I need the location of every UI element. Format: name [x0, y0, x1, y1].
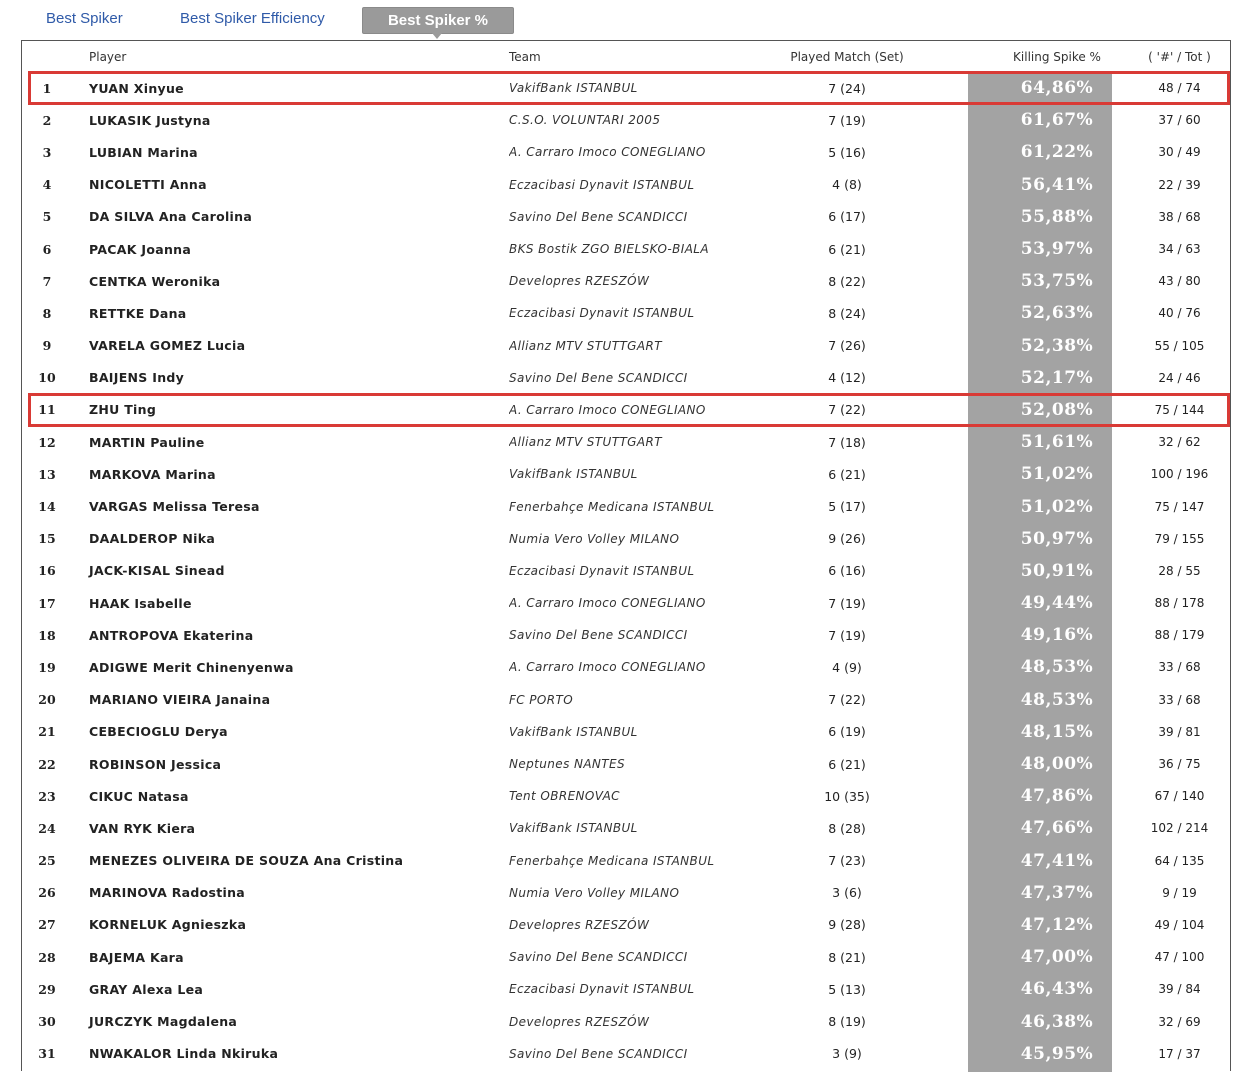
header-played-match[interactable]: Played Match (Set)	[790, 49, 904, 64]
played-match-cell: 5 (17)	[828, 499, 866, 515]
tab-best-spiker-efficiency[interactable]: Best Spiker Efficiency	[180, 10, 325, 27]
killing-spike-percent-cell: 48,00%	[1020, 754, 1094, 775]
player-name[interactable]: DAALDEROP Nika	[89, 531, 216, 547]
played-match-cell: 7 (19)	[828, 595, 866, 611]
total-cell: 32 / 69	[1158, 1014, 1201, 1029]
played-match-cell: 8 (19)	[828, 1014, 866, 1030]
player-name[interactable]: VAN RYK Kiera	[89, 820, 196, 836]
table-row[interactable]	[22, 490, 1230, 522]
team-name[interactable]: Savino Del Bene SCANDICCI	[509, 628, 688, 643]
played-match-cell: 6 (19)	[828, 724, 866, 740]
player-name[interactable]: RETTKE Dana	[89, 305, 187, 321]
played-match-cell: 6 (21)	[828, 756, 866, 772]
killing-spike-percent-cell: 53,97%	[1020, 239, 1094, 260]
player-name[interactable]: GRAY Alexa Lea	[89, 981, 204, 997]
total-cell: 100 / 196	[1150, 467, 1209, 482]
killing-spike-percent-cell: 47,86%	[1020, 786, 1094, 807]
rank-cell: 13	[38, 466, 56, 482]
team-name[interactable]: Neptunes NANTES	[509, 757, 626, 772]
player-name[interactable]: LUKASIK Justyna	[89, 112, 211, 128]
total-cell: 55 / 105	[1154, 338, 1205, 353]
rank-cell: 11	[38, 402, 56, 418]
table-row[interactable]	[22, 297, 1230, 329]
player-name[interactable]: ROBINSON Jessica	[89, 756, 222, 772]
total-cell: 102 / 214	[1150, 821, 1209, 836]
killing-spike-percent-cell: 61,22%	[1020, 142, 1094, 163]
player-name[interactable]: ANTROPOVA Ekaterina	[89, 627, 254, 643]
total-cell: 36 / 75	[1158, 757, 1201, 772]
player-name[interactable]: MARIANO VIEIRA Janaina	[89, 692, 271, 708]
team-name[interactable]: Eczacibasi Dynavit ISTANBUL	[509, 563, 695, 578]
rank-cell: 9	[42, 338, 52, 354]
tab-best-spiker[interactable]: Best Spiker	[46, 10, 123, 27]
rank-cell: 6	[42, 241, 52, 257]
rank-cell: 4	[42, 177, 52, 193]
player-name[interactable]: MENEZES OLIVEIRA DE SOUZA Ana Cristina	[89, 853, 404, 869]
killing-spike-percent-cell: 46,43%	[1020, 979, 1094, 1000]
table-row[interactable]	[22, 909, 1230, 941]
total-cell: 17 / 37	[1158, 1046, 1201, 1061]
rank-cell: 21	[38, 724, 56, 740]
played-match-cell: 4 (8)	[832, 177, 862, 193]
player-name[interactable]: HAAK Isabelle	[89, 595, 192, 611]
rank-cell: 28	[38, 949, 56, 965]
player-name[interactable]: MARINOVA Radostina	[89, 885, 246, 901]
team-name[interactable]: Numia Vero Volley MILANO	[509, 885, 680, 900]
team-name[interactable]: Savino Del Bene SCANDICCI	[509, 1046, 688, 1061]
killing-spike-percent-cell: 52,17%	[1020, 367, 1094, 388]
killing-spike-percent-cell: 47,12%	[1020, 914, 1094, 935]
header-team[interactable]: Team	[509, 49, 541, 64]
killing-spike-percent-cell: 51,02%	[1020, 496, 1094, 517]
rank-cell: 27	[38, 917, 56, 933]
killing-spike-percent-cell: 47,00%	[1020, 947, 1094, 968]
total-cell: 28 / 55	[1158, 563, 1201, 578]
total-cell: 64 / 135	[1154, 853, 1205, 868]
played-match-cell: 8 (28)	[828, 820, 866, 836]
team-name[interactable]: Numia Vero Volley MILANO	[509, 531, 680, 546]
rank-cell: 2	[42, 112, 52, 128]
rank-cell: 23	[38, 788, 56, 804]
killing-spike-percent-cell: 53,75%	[1020, 271, 1094, 292]
player-name[interactable]: ADIGWE Merit Chinenyenwa	[89, 659, 294, 675]
rank-cell: 25	[38, 853, 56, 869]
killing-spike-percent-cell: 55,88%	[1020, 206, 1094, 227]
total-cell: 67 / 140	[1154, 789, 1205, 804]
player-name[interactable]: JACK-KISAL Sinead	[89, 563, 225, 579]
tab-best-spiker-percent[interactable]: Best Spiker %	[362, 7, 514, 34]
played-match-cell: 9 (26)	[828, 531, 866, 547]
team-name[interactable]: C.S.O. VOLUNTARI 2005	[509, 113, 661, 128]
table-body	[22, 72, 1230, 1070]
header-rank	[22, 41, 72, 72]
played-match-cell: 5 (16)	[828, 144, 866, 160]
played-match-cell: 4 (12)	[828, 370, 866, 386]
rank-cell: 16	[38, 563, 56, 579]
rank-cell: 17	[38, 595, 56, 611]
rank-cell: 8	[42, 305, 52, 321]
total-cell: 24 / 46	[1158, 370, 1201, 385]
played-match-cell: 3 (6)	[832, 885, 862, 901]
table-row[interactable]	[22, 458, 1230, 490]
table-row[interactable]	[22, 780, 1230, 812]
team-name[interactable]: Savino Del Bene SCANDICCI	[509, 209, 688, 224]
played-match-cell: 7 (18)	[828, 434, 866, 450]
team-name[interactable]: VakifBank ISTANBUL	[509, 467, 638, 482]
total-cell: 33 / 68	[1158, 660, 1201, 675]
killing-spike-percent-cell: 48,15%	[1020, 721, 1094, 742]
total-cell: 47 / 100	[1154, 950, 1205, 965]
team-name[interactable]: Allianz MTV STUTTGART	[509, 435, 662, 450]
table-row[interactable]	[22, 941, 1230, 973]
player-name[interactable]: JURCZYK Magdalena	[89, 1014, 238, 1030]
total-cell: 39 / 84	[1158, 982, 1201, 997]
rank-cell: 12	[38, 434, 56, 450]
played-match-cell: 7 (19)	[828, 627, 866, 643]
tab-bar	[0, 0, 1238, 40]
table-row[interactable]	[22, 233, 1230, 265]
played-match-cell: 7 (23)	[828, 853, 866, 869]
table-row[interactable]	[22, 394, 1230, 426]
killing-spike-percent-cell: 47,66%	[1020, 818, 1094, 839]
rank-cell: 31	[38, 1046, 56, 1062]
rank-cell: 19	[38, 659, 56, 675]
total-cell: 88 / 178	[1154, 596, 1205, 611]
killing-spike-percent-cell: 48,53%	[1020, 657, 1094, 678]
table-row[interactable]	[22, 330, 1230, 362]
played-match-cell: 5 (13)	[828, 981, 866, 997]
table-row[interactable]	[22, 812, 1230, 844]
table-row[interactable]	[22, 587, 1230, 619]
header-total[interactable]: ( '#' / Tot )	[1148, 49, 1211, 64]
total-cell: 33 / 68	[1158, 692, 1201, 707]
team-name[interactable]: A. Carraro Imoco CONEGLIANO	[509, 402, 706, 417]
killing-spike-percent-cell: 47,37%	[1020, 882, 1094, 903]
table-row[interactable]	[22, 523, 1230, 555]
killing-spike-percent-cell: 47,41%	[1020, 850, 1094, 871]
played-match-cell: 8 (21)	[828, 949, 866, 965]
table-row[interactable]	[22, 426, 1230, 458]
team-name[interactable]: Eczacibasi Dynavit ISTANBUL	[509, 177, 695, 192]
table-row[interactable]	[22, 72, 1230, 104]
total-cell: 75 / 147	[1154, 499, 1205, 514]
played-match-cell: 9 (28)	[828, 917, 866, 933]
rank-cell: 5	[42, 209, 52, 225]
total-cell: 48 / 74	[1158, 81, 1201, 96]
killing-spike-percent-cell: 50,91%	[1020, 560, 1094, 581]
team-name[interactable]: Allianz MTV STUTTGART	[509, 338, 662, 353]
killing-spike-percent-cell: 52,63%	[1020, 303, 1094, 324]
rank-cell: 30	[38, 1014, 56, 1030]
played-match-cell: 7 (24)	[828, 80, 866, 96]
table-row[interactable]	[22, 845, 1230, 877]
header-killing-spike-percent[interactable]: Killing Spike %	[1013, 49, 1101, 64]
total-cell: 39 / 81	[1158, 724, 1201, 739]
killing-spike-percent-cell: 61,67%	[1020, 110, 1094, 131]
table-row[interactable]	[22, 201, 1230, 233]
team-name[interactable]: VakifBank ISTANBUL	[509, 81, 638, 96]
total-cell: 34 / 63	[1158, 242, 1201, 257]
total-cell: 49 / 104	[1154, 917, 1205, 932]
team-name[interactable]: Savino Del Bene SCANDICCI	[509, 370, 688, 385]
played-match-cell: 4 (9)	[832, 659, 862, 675]
total-cell: 32 / 62	[1158, 435, 1201, 450]
killing-spike-percent-cell: 46,38%	[1020, 1011, 1094, 1032]
killing-spike-percent-cell: 48,53%	[1020, 689, 1094, 710]
table-row[interactable]	[22, 104, 1230, 136]
player-name[interactable]: BAIJENS Indy	[89, 370, 185, 386]
player-name[interactable]: ZHU Ting	[89, 402, 157, 418]
total-cell: 88 / 179	[1154, 628, 1205, 643]
killing-spike-percent-cell: 52,38%	[1020, 335, 1094, 356]
table-row[interactable]	[22, 651, 1230, 683]
played-match-cell: 6 (21)	[828, 466, 866, 482]
player-name[interactable]: CENTKA Weronika	[89, 273, 221, 289]
team-name[interactable]: Fenerbahçe Medicana ISTANBUL	[509, 499, 715, 514]
table-row[interactable]	[22, 684, 1230, 716]
rank-cell: 3	[42, 144, 52, 160]
table-row[interactable]	[22, 619, 1230, 651]
player-name[interactable]: PACAK Joanna	[89, 241, 192, 257]
player-name[interactable]: MARKOVA Marina	[89, 466, 216, 482]
table-row[interactable]	[22, 136, 1230, 168]
rank-cell: 15	[38, 531, 56, 547]
killing-spike-percent-cell: 64,86%	[1020, 78, 1094, 99]
table-row[interactable]	[22, 169, 1230, 201]
killing-spike-percent-cell: 49,44%	[1020, 593, 1094, 614]
total-cell: 37 / 60	[1158, 113, 1201, 128]
player-name[interactable]: MARTIN Pauline	[89, 434, 205, 450]
team-name[interactable]: A. Carraro Imoco CONEGLIANO	[509, 596, 706, 611]
table-row[interactable]	[22, 716, 1230, 748]
team-name[interactable]: A. Carraro Imoco CONEGLIANO	[509, 660, 706, 675]
played-match-cell: 8 (24)	[828, 305, 866, 321]
table-row[interactable]	[22, 1038, 1230, 1070]
player-name[interactable]: LUBIAN Marina	[89, 144, 198, 160]
played-match-cell: 8 (22)	[828, 273, 866, 289]
player-name[interactable]: NICOLETTI Anna	[89, 177, 207, 193]
killing-spike-percent-cell: 51,61%	[1020, 432, 1094, 453]
played-match-cell: 7 (22)	[828, 692, 866, 708]
rank-cell: 10	[38, 370, 56, 386]
total-cell: 30 / 49	[1158, 145, 1201, 160]
total-cell: 75 / 144	[1154, 402, 1205, 417]
killing-spike-percent-cell: 56,41%	[1020, 174, 1094, 195]
player-name[interactable]: DA SILVA Ana Carolina	[89, 209, 253, 225]
table-row[interactable]	[22, 265, 1230, 297]
player-name[interactable]: VARELA GOMEZ Lucia	[89, 338, 246, 354]
rank-cell: 1	[42, 80, 52, 96]
player-name[interactable]: NWAKALOR Linda Nkiruka	[89, 1046, 279, 1062]
player-name[interactable]: BAJEMA Kara	[89, 949, 184, 965]
played-match-cell: 6 (17)	[828, 209, 866, 225]
table-row[interactable]	[22, 362, 1230, 394]
rank-cell: 22	[38, 756, 56, 772]
table-row[interactable]	[22, 748, 1230, 780]
team-name[interactable]: Developres RZESZÓW	[509, 1014, 650, 1029]
team-name[interactable]: FC PORTO	[509, 692, 574, 707]
team-name[interactable]: Eczacibasi Dynavit ISTANBUL	[509, 306, 695, 321]
player-name[interactable]: KORNELUK Agnieszka	[89, 917, 247, 933]
total-cell: 38 / 68	[1158, 209, 1201, 224]
player-name[interactable]: CIKUC Natasa	[89, 788, 189, 804]
team-name[interactable]: VakifBank ISTANBUL	[509, 724, 638, 739]
total-cell: 22 / 39	[1158, 177, 1201, 192]
total-cell: 9 / 19	[1162, 885, 1197, 900]
table-row[interactable]	[22, 555, 1230, 587]
player-name[interactable]: YUAN Xinyue	[89, 80, 184, 96]
table-row[interactable]	[22, 1005, 1230, 1037]
rank-cell: 20	[38, 692, 56, 708]
rank-cell: 24	[38, 820, 56, 836]
killing-spike-percent-cell: 52,08%	[1020, 399, 1094, 420]
team-name[interactable]: Eczacibasi Dynavit ISTANBUL	[509, 982, 695, 997]
killing-spike-percent-cell: 51,02%	[1020, 464, 1094, 485]
killing-spike-percent-cell: 50,97%	[1020, 528, 1094, 549]
team-name[interactable]: BKS Bostik ZGO BIELSKO-BIALA	[509, 242, 709, 257]
team-name[interactable]: Savino Del Bene SCANDICCI	[509, 950, 688, 965]
played-match-cell: 6 (21)	[828, 241, 866, 257]
rank-cell: 7	[42, 273, 52, 289]
ranking-panel	[21, 40, 1231, 1071]
table-row[interactable]	[22, 877, 1230, 909]
rank-cell: 14	[38, 499, 56, 515]
rank-cell: 18	[38, 627, 56, 643]
played-match-cell: 3 (9)	[832, 1046, 862, 1062]
team-name[interactable]: A. Carraro Imoco CONEGLIANO	[509, 145, 706, 160]
team-name[interactable]: Tent OBRENOVAC	[509, 789, 620, 804]
rank-cell: 26	[38, 885, 56, 901]
played-match-cell: 7 (22)	[828, 402, 866, 418]
played-match-cell: 7 (26)	[828, 338, 866, 354]
killing-spike-percent-cell: 45,95%	[1020, 1043, 1094, 1064]
total-cell: 79 / 155	[1154, 531, 1205, 546]
ranking-table	[22, 41, 1230, 1070]
team-name[interactable]: Fenerbahçe Medicana ISTANBUL	[509, 853, 715, 868]
rank-cell: 29	[38, 981, 56, 997]
header-player[interactable]: Player	[89, 49, 127, 64]
killing-spike-percent-cell: 49,16%	[1020, 625, 1094, 646]
played-match-cell: 10 (35)	[824, 788, 870, 804]
player-name[interactable]: CEBECIOGLU Derya	[89, 724, 228, 740]
table-header-row	[22, 41, 1230, 72]
played-match-cell: 6 (16)	[828, 563, 866, 579]
total-cell: 43 / 80	[1158, 274, 1201, 289]
player-name[interactable]: VARGAS Melissa Teresa	[89, 499, 260, 515]
team-name[interactable]: Developres RZESZÓW	[509, 274, 650, 289]
played-match-cell: 7 (19)	[828, 112, 866, 128]
table-row[interactable]	[22, 973, 1230, 1005]
team-name[interactable]: Developres RZESZÓW	[509, 917, 650, 932]
team-name[interactable]: VakifBank ISTANBUL	[509, 821, 638, 836]
total-cell: 40 / 76	[1158, 306, 1201, 321]
